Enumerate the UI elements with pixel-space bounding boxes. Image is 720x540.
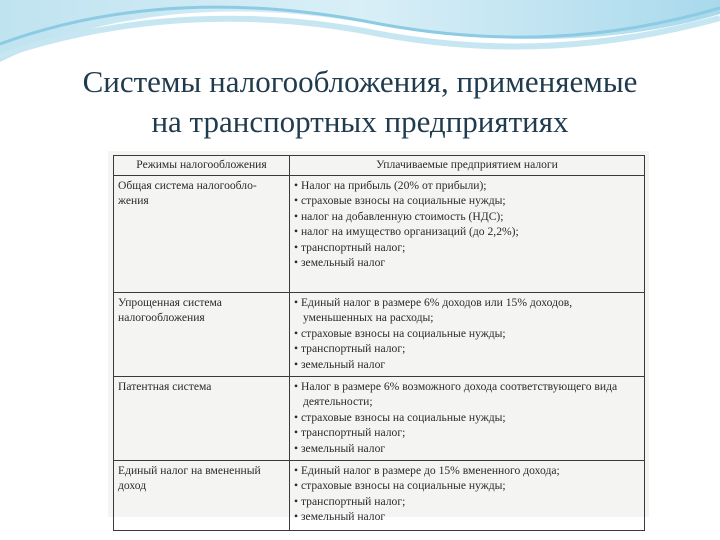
slide-title-line-2: на транспортных предприятиях — [151, 104, 569, 139]
tax-item: • налог на имущество организаций (до 2,2%); — [294, 224, 640, 239]
tax-item: • земельный налог — [294, 357, 640, 372]
header-regimes: Режимы налогообложения — [114, 156, 290, 176]
regime-cell: Общая система налогообло-жения — [114, 176, 290, 293]
header-taxes: Уплачиваемые предприятием налоги — [290, 156, 645, 176]
tax-item: • Налог на прибыль (20% от прибыли); — [294, 178, 640, 193]
tax-item: • Налог в размере 6% возможного дохода соответствующего вида деятельности; — [294, 379, 640, 410]
tax-item: • транспортный налог; — [294, 341, 640, 356]
tax-item: • земельный налог — [294, 441, 640, 456]
tax-item: • страховые взносы на социальные нужды; — [294, 410, 640, 425]
regime-cell: Упрощенная система налогообложения — [114, 293, 290, 377]
tax-item: • налог на добавленную стоимость (НДС); — [294, 209, 640, 224]
tax-item: • транспортный налог; — [294, 494, 640, 509]
tax-regimes-table — [113, 155, 645, 531]
table-row — [114, 293, 645, 377]
tax-item: • Единый налог в размере 6% доходов или 15% доходов, уменьшенных на расходы; — [294, 295, 640, 326]
table-row — [114, 176, 645, 293]
tax-item: • Единый налог в размере до 15% вмененного дохода; — [294, 463, 640, 478]
regime-cell: Патентная система — [114, 377, 290, 461]
tax-item: • транспортный налог; — [294, 425, 640, 440]
taxes-cell — [290, 176, 645, 293]
table-row — [114, 377, 645, 461]
taxes-cell — [290, 293, 645, 377]
tax-item: • страховые взносы на социальные нужды; — [294, 193, 640, 208]
table-row — [114, 461, 645, 531]
regime-cell: Единый налог на вмененный доход — [114, 461, 290, 531]
tax-item: • транспортный налог; — [294, 240, 640, 255]
taxes-cell — [290, 461, 645, 531]
taxes-cell — [290, 377, 645, 461]
tax-item: • земельный налог — [294, 509, 640, 524]
slide-title — [20, 62, 700, 142]
slide-title-line-1: Системы налогообложения, применяемые — [82, 64, 638, 99]
tax-item: • страховые взносы на социальные нужды; — [294, 326, 640, 341]
table-header-row — [114, 156, 645, 176]
tax-item: • страховые взносы на социальные нужды; — [294, 478, 640, 493]
tax-item: • земельный налог — [294, 255, 640, 270]
